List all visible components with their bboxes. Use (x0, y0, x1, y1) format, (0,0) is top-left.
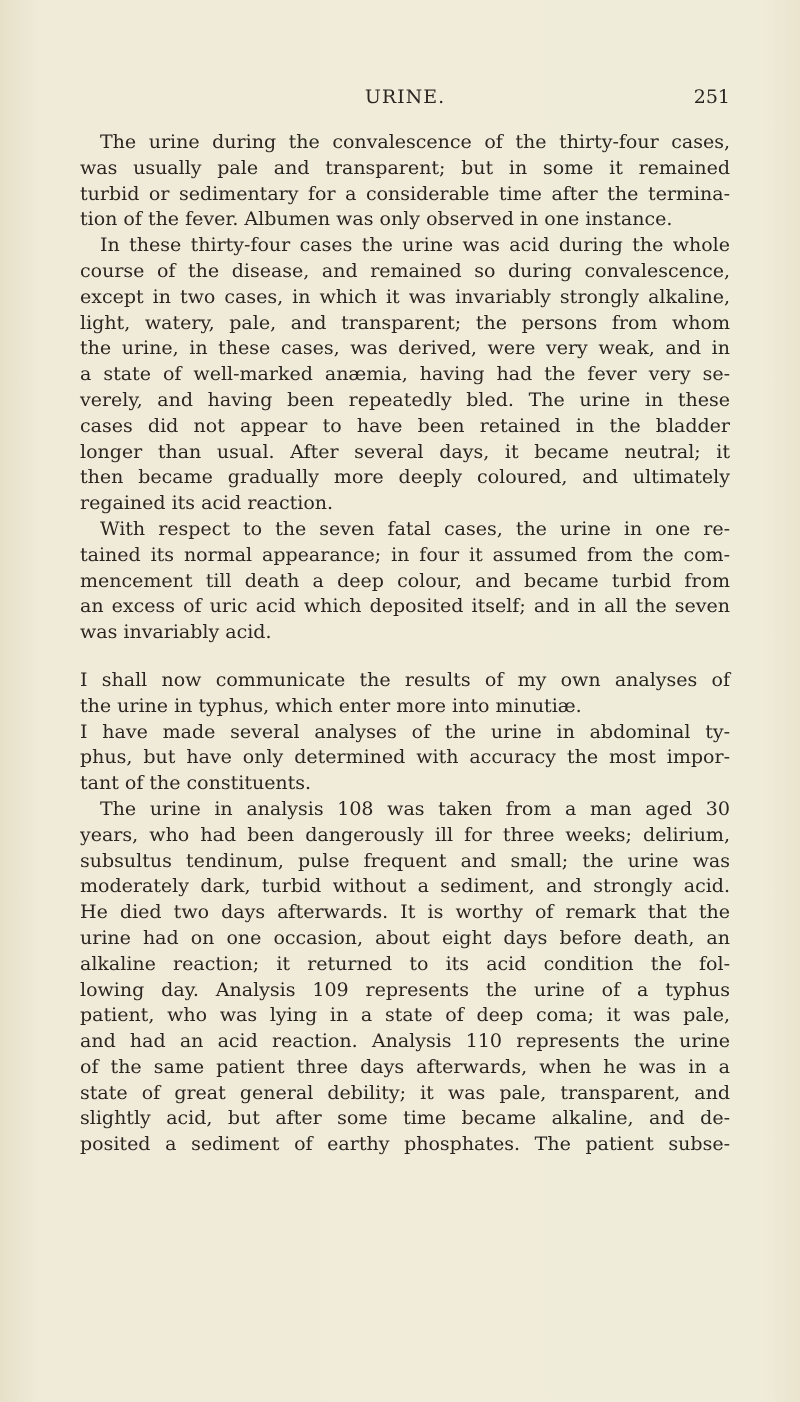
text-line: slightly acid, but after some time became alkaline, and de- (80, 1107, 730, 1130)
text-line: light, watery, pale, and transparent; the persons from whom (80, 311, 730, 334)
paragraph-acid-course (80, 233, 730, 517)
text-line: of the same patient three days afterwards, when he was in a (80, 1055, 730, 1078)
text-line: verely, and having been repeatedly bled. The urine in these (80, 388, 730, 411)
text-line: years, who had been dangerously ill for three weeks; delirium, (80, 823, 730, 846)
text-line: He died two days afterwards. It is worthy of remark that the (80, 901, 730, 924)
text-line: longer than usual. After several days, it became neutral; it (80, 440, 730, 463)
text-line: The urine in analysis 108 was taken from a man aged 30 (100, 797, 730, 820)
text-line: was invariably acid. (80, 621, 272, 644)
text-line: tion of the fever. Albumen was only observed in one instance. (80, 208, 673, 231)
text-line: urine had on one occasion, about eight days before death, an (80, 926, 730, 949)
text-line: subsultus tendinum, pulse frequent and small; the urine was (80, 849, 730, 872)
text-line: phus, but have only determined with accuracy the most impor- (80, 746, 730, 769)
text-line: the urine in typhus, which enter more into minutiæ. (80, 694, 582, 717)
text-line: state of great general debility; it was pale, transparent, and (80, 1081, 730, 1104)
body-text (80, 130, 730, 1158)
text-line: patient, who was lying in a state of deep coma; it was pale, (80, 1004, 730, 1027)
text-line: then became gradually more deeply coloured, and ultimately (80, 466, 730, 489)
text-line: an excess of uric acid which deposited itself; and in all the seven (80, 595, 730, 618)
text-line: I have made several analyses of the urine in abdominal ty- (80, 720, 730, 743)
text-line: tained its normal appearance; in four it assumed from the com- (80, 543, 730, 566)
text-line: a state of well-marked anæmia, having had the fever very se- (80, 363, 730, 386)
text-line: moderately dark, turbid without a sediment, and strongly acid. (80, 875, 730, 898)
text-line: In these thirty-four cases the urine was acid during the whole (100, 234, 730, 257)
text-line: I shall now communicate the results of my own analyses of (80, 668, 730, 691)
text-line: mencement till death a deep colour, and became turbid from (80, 569, 730, 592)
paragraph-fatal-cases (80, 517, 730, 646)
text-line: cases did not appear to have been retained in the bladder (80, 414, 730, 437)
running-head: URINE. (364, 86, 446, 108)
text-line: and had an acid reaction. Analysis 110 represents the urine (80, 1030, 730, 1053)
text-line: alkaline reaction; it returned to its acid condition the fol- (80, 952, 730, 975)
page-header (80, 86, 730, 116)
text-line: the urine, in these cases, was derived, were very weak, and in (80, 337, 730, 360)
text-line: except in two cases, in which it was invariably strongly alkaline, (80, 285, 730, 308)
text-line: The urine during the convalescence of the thirty-four cases, (100, 131, 730, 153)
text-line: lowing day. Analysis 109 represents the urine of a typhus (80, 978, 730, 1001)
text-line: tant of the constituents. (80, 772, 312, 795)
paragraph-convalescence (80, 130, 730, 233)
paragraph-analysis-108 (80, 797, 730, 1158)
text-line: posited a sediment of earthy phosphates. The patient subse- (80, 1133, 730, 1156)
text-line: With respect to the seven fatal cases, the urine in one re- (100, 517, 730, 540)
page-number: 251 (693, 86, 730, 108)
text-line: regained its acid reaction. (80, 492, 334, 515)
paragraph-own-analyses (80, 668, 730, 720)
text-line: was usually pale and transparent; but in some it remained (80, 156, 730, 179)
text-line: turbid or sedimentary for a considerable time after the termina- (80, 182, 730, 205)
paragraph-abdominal-typhus (80, 720, 730, 797)
section-gap (80, 646, 730, 668)
text-line: course of the disease, and remained so during convalescence, (80, 259, 730, 282)
